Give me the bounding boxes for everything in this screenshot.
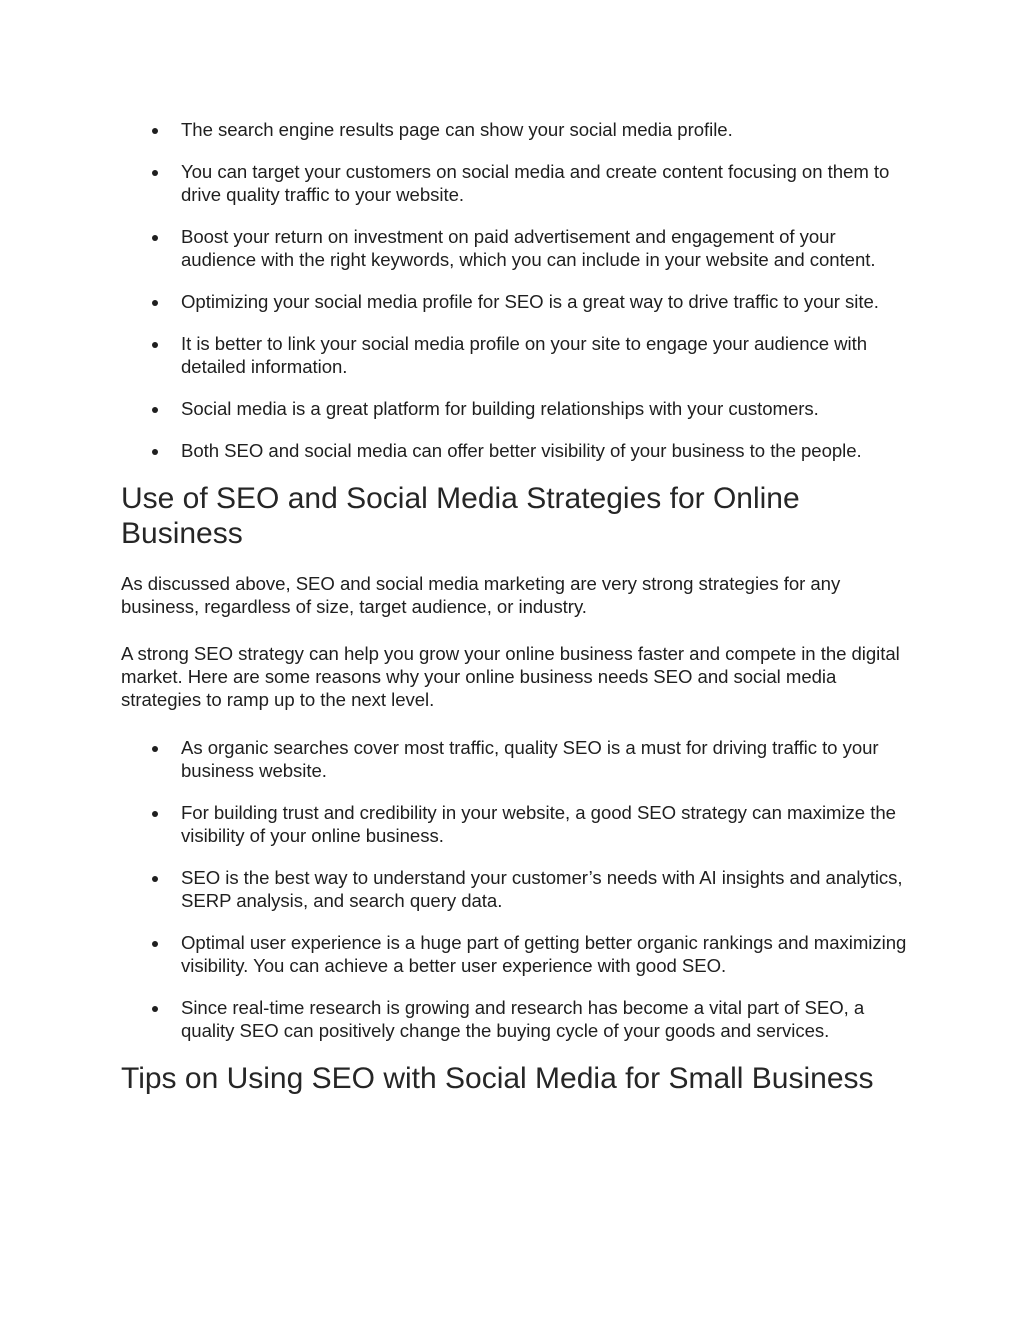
bullet-icon (152, 811, 158, 817)
list-item-text: Since real-time research is growing and research has become a vital part of SEO, a quality SEO can positively change the buying cycle of your goods and services. (181, 997, 865, 1041)
list-item (121, 996, 911, 1042)
bullet-icon (152, 746, 158, 752)
list-item-text: The search engine results page can show your social media profile. (181, 119, 733, 140)
section-heading-tips: Tips on Using SEO with Social Media for Small Business (121, 1062, 874, 1095)
list-item (121, 160, 911, 206)
list-item (121, 801, 911, 847)
bullet-icon (152, 449, 158, 455)
bullet-icon (152, 876, 158, 882)
list-item-text: Optimizing your social media profile for SEO is a great way to drive traffic to your site. (181, 291, 879, 312)
document-page (121, 118, 911, 1096)
list-item (121, 290, 911, 313)
list-item (121, 332, 911, 378)
list-item-text: It is better to link your social media profile on your site to engage your audience with detailed information. (181, 333, 868, 377)
section-heading-strategies: Use of SEO and Social Media Strategies for Online Business (121, 482, 800, 550)
list-item-text: Social media is a great platform for building relationships with your customers. (181, 398, 819, 419)
list-item-text: Optimal user experience is a huge part of getting better organic rankings and maximizing visibility. You can achieve a better user experience with good SEO. (181, 932, 907, 976)
list-item (121, 439, 911, 462)
list-item-text: SEO is the best way to understand your customer’s needs with AI insights and analytics, SERP analysis, and search query data. (181, 867, 903, 911)
bullet-icon (152, 407, 158, 413)
bullet-icon (152, 128, 158, 134)
bullet-list-benefits (121, 118, 911, 462)
list-item (121, 736, 911, 782)
paragraph-intro: As discussed above, SEO and social media marketing are very strong strategies for any business, regardless of size, target audience, or industry. (121, 573, 841, 617)
bullet-icon (152, 235, 158, 241)
bullet-icon (152, 300, 158, 306)
list-item-text: You can target your customers on social media and create content focusing on them to drive quality traffic to your website. (181, 161, 890, 205)
bullet-icon (152, 941, 158, 947)
paragraph-strategy: A strong SEO strategy can help you grow your online business faster and compete in the digital market. Here are some reasons why your online business needs SEO and social media strategies to ramp up to the next level. (121, 643, 900, 710)
bullet-icon (152, 342, 158, 348)
list-item (121, 118, 911, 141)
bullet-icon (152, 170, 158, 176)
list-item-text: As organic searches cover most traffic, quality SEO is a must for driving traffic to your business website. (181, 737, 879, 781)
list-item-text: Both SEO and social media can offer better visibility of your business to the people. (181, 440, 862, 461)
list-item (121, 397, 911, 420)
list-item (121, 225, 911, 271)
list-item (121, 866, 911, 912)
list-item-text: Boost your return on investment on paid advertisement and engagement of your audience with the right keywords, which you can include in your website and content. (181, 226, 876, 270)
bullet-icon (152, 1006, 158, 1012)
list-item-text: For building trust and credibility in your website, a good SEO strategy can maximize the visibility of your online business. (181, 802, 896, 846)
bullet-list-reasons (121, 736, 911, 1042)
list-item (121, 931, 911, 977)
